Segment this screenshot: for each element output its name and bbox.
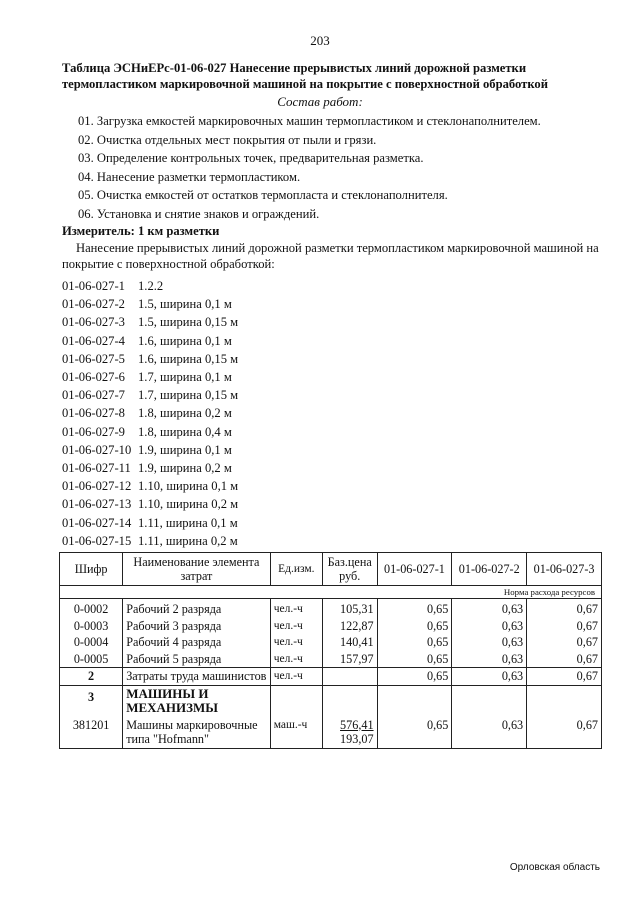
code-row — [62, 332, 238, 350]
code-number: 01-06-027-1 — [62, 279, 125, 293]
code-desc: 1.9, ширина 0,2 м — [138, 461, 232, 476]
cell-price-main: 576,41 — [340, 717, 374, 732]
code-desc: 1.5, ширина 0,1 м — [138, 297, 232, 312]
table-header-row — [60, 553, 602, 586]
code-number: 01-06-027-4 — [62, 333, 125, 348]
work-item: 02. Очистка отдельных мест покрытия от пыли и грязи. — [78, 132, 377, 147]
code-number: 01-06-027-12 — [62, 479, 132, 494]
cell-v1: 0,65 — [377, 668, 452, 686]
cell-price: 140,41 — [322, 634, 377, 651]
code-row — [62, 295, 238, 313]
cell-code: 2 — [60, 668, 123, 686]
code-desc: 1.10, ширина 0,1 м — [138, 479, 239, 494]
work-composition-heading: Состав работ: — [277, 94, 363, 109]
code-desc: 1.7, ширина 0,15 м — [138, 388, 239, 403]
table-title: Таблица ЭСНиЕРс-01-06-027 Нанесение прерывистых линий дорожной разметки термопластиком маркировочной машиной на покрытие с поверхностной обработкой — [62, 61, 548, 91]
resource-table — [59, 552, 602, 749]
cell-name: Затраты труда машинистов — [123, 668, 271, 686]
cell-v2: 0,63 — [452, 717, 527, 749]
code-row — [62, 277, 238, 295]
code-desc: 1.2.2 — [138, 279, 164, 293]
cell-name: Рабочий 3 разряда — [123, 618, 271, 635]
code-row — [62, 495, 238, 513]
code-row — [62, 386, 238, 404]
cell-price: 105,31 — [322, 599, 377, 618]
code-row — [62, 477, 238, 495]
cell-unit: чел.-ч — [270, 618, 322, 635]
description: Нанесение прерывистых линий дорожной разметки термопластиком маркировочной машиной на покрытие с поверхностной обработкой: — [62, 241, 599, 271]
cell-price-secondary: 193,07 — [340, 732, 374, 746]
cell-unit-empty — [270, 685, 322, 717]
table-row-labor — [60, 668, 602, 686]
code-number: 01-06-027-6 — [62, 370, 125, 385]
header-price: Баз.цена руб. — [322, 553, 377, 586]
cell-v1: 0,65 — [377, 618, 452, 635]
code-row — [62, 350, 238, 368]
code-desc: 1.6, ширина 0,1 м — [138, 333, 232, 348]
cell-unit: чел.-ч — [270, 634, 322, 651]
cell-v2: 0,63 — [452, 599, 527, 618]
cell-price: 157,97 — [322, 651, 377, 668]
code-number: 01-06-027-7 — [62, 388, 125, 403]
cell-v3: 0,67 — [527, 717, 602, 749]
work-item: 04. Нанесение разметки термопластиком. — [78, 169, 301, 184]
work-list — [78, 112, 618, 224]
header-col3: 01-06-027-3 — [527, 553, 602, 586]
code-number: 01-06-027-13 — [62, 497, 132, 512]
code-desc: 1.9, ширина 0,1 м — [138, 442, 232, 457]
header-col2: 01-06-027-2 — [452, 553, 527, 586]
work-item: 05. Очистка емкостей от остатков термопласта и стеклонаполнителя. — [78, 188, 448, 203]
norm-row — [60, 586, 602, 599]
code-desc: 1.7, ширина 0,1 м — [138, 370, 232, 385]
cell-unit: чел.-ч — [270, 651, 322, 668]
cell-v3: 0,67 — [527, 599, 602, 618]
cell-name: Рабочий 4 разряда — [123, 634, 271, 651]
code-number: 01-06-027-8 — [62, 406, 125, 421]
cell-unit: маш.-ч — [270, 717, 322, 749]
table-row — [60, 634, 602, 651]
cell-code: 0-0003 — [60, 618, 123, 635]
code-row — [62, 441, 238, 459]
cell-code: 3 — [60, 685, 123, 717]
code-row — [62, 404, 238, 422]
cell-v3-empty — [527, 685, 602, 717]
table-row — [60, 651, 602, 668]
header-unit: Ед.изм. — [270, 553, 322, 586]
code-row — [62, 423, 238, 441]
cell-v3: 0,67 — [527, 668, 602, 686]
code-number: 01-06-027-14 — [62, 515, 132, 530]
cell-v2: 0,63 — [452, 668, 527, 686]
code-number: 01-06-027-2 — [62, 297, 125, 312]
cell-v1-empty — [377, 685, 452, 717]
cell-price — [322, 717, 377, 749]
header-name: Наименование элемента затрат — [123, 553, 271, 586]
cell-unit: чел.-ч — [270, 668, 322, 686]
cell-v2: 0,63 — [452, 651, 527, 668]
code-number: 01-06-027-10 — [62, 442, 132, 457]
work-item: 03. Определение контрольных точек, предварительная разметка. — [78, 151, 424, 166]
code-desc: 1.6, ширина 0,15 м — [138, 351, 239, 366]
cell-code: 381201 — [60, 717, 123, 749]
header-code: Шифр — [60, 553, 123, 586]
code-desc: 1.5, ширина 0,15 м — [138, 315, 239, 330]
code-number: 01-06-027-5 — [62, 351, 125, 366]
table-row — [60, 599, 602, 618]
cell-v3: 0,67 — [527, 651, 602, 668]
table-row-machine — [60, 717, 602, 749]
cell-code: 0-0005 — [60, 651, 123, 668]
code-number: 01-06-027-15 — [62, 533, 132, 548]
cell-name: МАШИНЫ И МЕХАНИЗМЫ — [123, 685, 271, 717]
work-item: 01. Загрузка емкостей маркировочных машин термопластиком и стеклонаполнителем. — [78, 114, 541, 128]
cell-code: 0-0002 — [60, 599, 123, 618]
code-row — [62, 459, 238, 477]
table-row-machines-header — [60, 685, 602, 717]
measurer: Измеритель: 1 км разметки — [62, 224, 220, 238]
cell-v1: 0,65 — [377, 599, 452, 618]
cell-v2-empty — [452, 685, 527, 717]
cell-unit: чел.-ч — [270, 599, 322, 618]
cell-price-empty — [322, 685, 377, 717]
code-row — [62, 368, 238, 386]
cell-name: Рабочий 5 разряда — [123, 651, 271, 668]
code-desc: 1.11, ширина 0,2 м — [138, 533, 238, 548]
footer-region: Орловская область — [509, 862, 600, 873]
cell-v2: 0,63 — [452, 634, 527, 651]
cell-name: Машины маркировочные типа "Hofmann" — [123, 717, 271, 749]
code-row — [62, 532, 238, 550]
cell-code: 0-0004 — [60, 634, 123, 651]
cell-v1: 0,65 — [377, 634, 452, 651]
norm-label: Норма расхода ресурсов — [60, 586, 602, 599]
cell-v3: 0,67 — [527, 634, 602, 651]
work-item: 06. Установка и снятие знаков и ограждений. — [78, 206, 320, 221]
code-desc: 1.10, ширина 0,2 м — [138, 497, 239, 512]
cell-name: Рабочий 2 разряда — [123, 599, 271, 618]
code-desc: 1.8, ширина 0,2 м — [138, 406, 232, 421]
page-number: 203 — [310, 33, 330, 48]
code-number: 01-06-027-9 — [62, 424, 125, 439]
code-number: 01-06-027-3 — [62, 315, 125, 330]
table-row — [60, 618, 602, 635]
code-number: 01-06-027-11 — [62, 461, 131, 476]
code-row — [62, 313, 238, 331]
header-col1: 01-06-027-1 — [377, 553, 452, 586]
code-row — [62, 514, 238, 532]
cell-v2: 0,63 — [452, 618, 527, 635]
code-list — [62, 277, 238, 550]
cell-v1: 0,65 — [377, 717, 452, 749]
cell-price-empty — [322, 668, 377, 686]
code-desc: 1.8, ширина 0,4 м — [138, 424, 232, 439]
cell-v1: 0,65 — [377, 651, 452, 668]
cell-price: 122,87 — [322, 618, 377, 635]
code-desc: 1.11, ширина 0,1 м — [138, 515, 238, 530]
cell-v3: 0,67 — [527, 618, 602, 635]
